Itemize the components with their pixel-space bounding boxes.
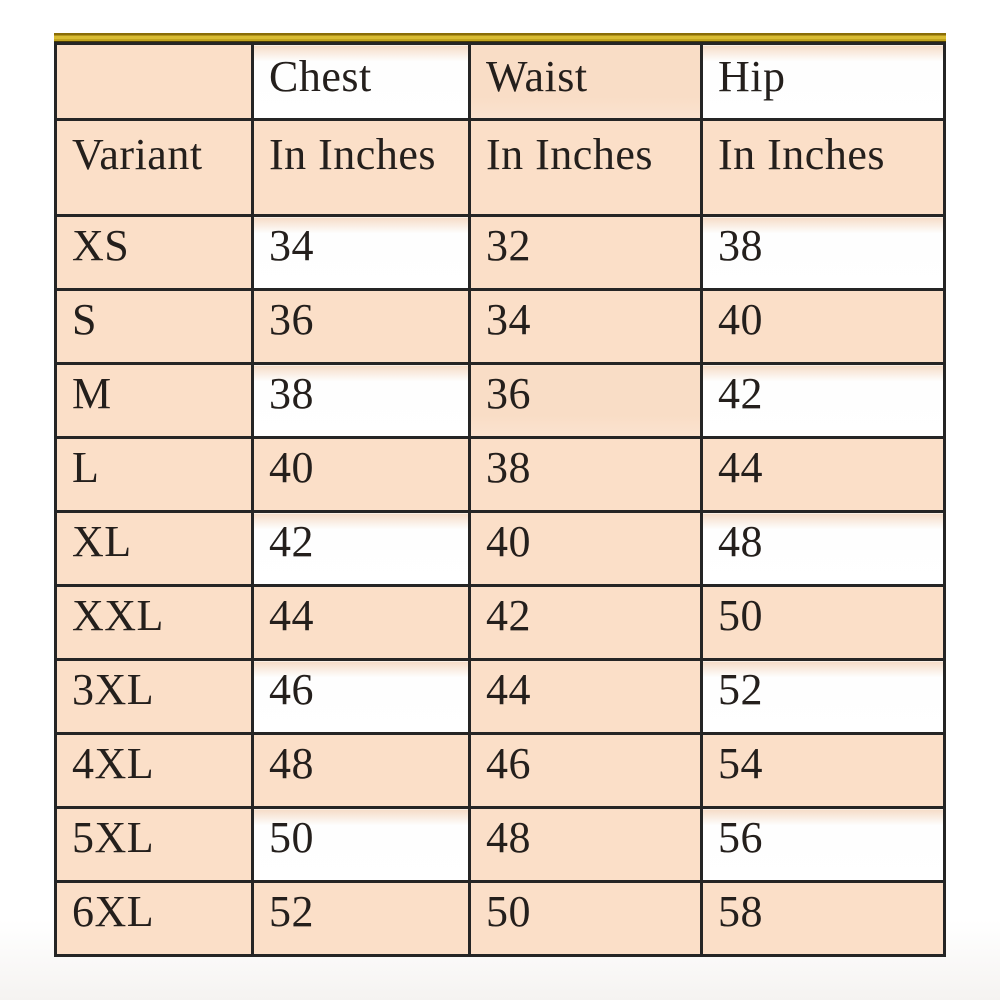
variant-cell: XXL [56, 586, 253, 660]
waist-cell: 36 [470, 364, 702, 438]
chest-cell: 42 [253, 512, 470, 586]
table-row-xxl [56, 586, 945, 660]
waist-cell: 34 [470, 290, 702, 364]
waist-cell: 44 [470, 660, 702, 734]
chest-cell: 38 [253, 364, 470, 438]
variant-cell: M [56, 364, 253, 438]
variant-cell: 6XL [56, 882, 253, 956]
table-row-xl [56, 512, 945, 586]
header-hip-units-cell: In Inches [702, 120, 945, 216]
chest-cell: 48 [253, 734, 470, 808]
header-chest-cell: Chest [253, 44, 470, 120]
hip-cell: 50 [702, 586, 945, 660]
chest-cell: 40 [253, 438, 470, 512]
waist-cell: 50 [470, 882, 702, 956]
waist-cell: 40 [470, 512, 702, 586]
table-row-4xl [56, 734, 945, 808]
waist-cell: 48 [470, 808, 702, 882]
table-row-m [56, 364, 945, 438]
header-row-measurements [56, 44, 945, 120]
chest-cell: 36 [253, 290, 470, 364]
header-hip-cell: Hip [702, 44, 945, 120]
header-waist-cell: Waist [470, 44, 702, 120]
table-row-5xl [56, 808, 945, 882]
table-row-3xl [56, 660, 945, 734]
waist-cell: 42 [470, 586, 702, 660]
chest-cell: 50 [253, 808, 470, 882]
header-waist-units-cell: In Inches [470, 120, 702, 216]
chest-cell: 52 [253, 882, 470, 956]
hip-cell: 40 [702, 290, 945, 364]
waist-cell: 46 [470, 734, 702, 808]
hip-cell: 42 [702, 364, 945, 438]
table-row-6xl [56, 882, 945, 956]
variant-cell: 3XL [56, 660, 253, 734]
header-empty-cell [56, 44, 253, 120]
chest-cell: 34 [253, 216, 470, 290]
hip-cell: 38 [702, 216, 945, 290]
table-row-l [56, 438, 945, 512]
size-chart [54, 33, 946, 957]
hip-cell: 54 [702, 734, 945, 808]
variant-cell: XL [56, 512, 253, 586]
chest-cell: 44 [253, 586, 470, 660]
hip-cell: 56 [702, 808, 945, 882]
hip-cell: 44 [702, 438, 945, 512]
variant-cell: XS [56, 216, 253, 290]
variant-cell: 5XL [56, 808, 253, 882]
hip-cell: 52 [702, 660, 945, 734]
header-chest-units-cell: In Inches [253, 120, 470, 216]
gold-accent-bar [54, 33, 946, 42]
hip-cell: 58 [702, 882, 945, 956]
size-chart-table [54, 42, 946, 957]
chest-cell: 46 [253, 660, 470, 734]
table-row-s [56, 290, 945, 364]
header-variant-cell: Variant [56, 120, 253, 216]
variant-cell: 4XL [56, 734, 253, 808]
waist-cell: 32 [470, 216, 702, 290]
hip-cell: 48 [702, 512, 945, 586]
variant-cell: S [56, 290, 253, 364]
waist-cell: 38 [470, 438, 702, 512]
table-row-xs [56, 216, 945, 290]
header-row-units [56, 120, 945, 216]
variant-cell: L [56, 438, 253, 512]
